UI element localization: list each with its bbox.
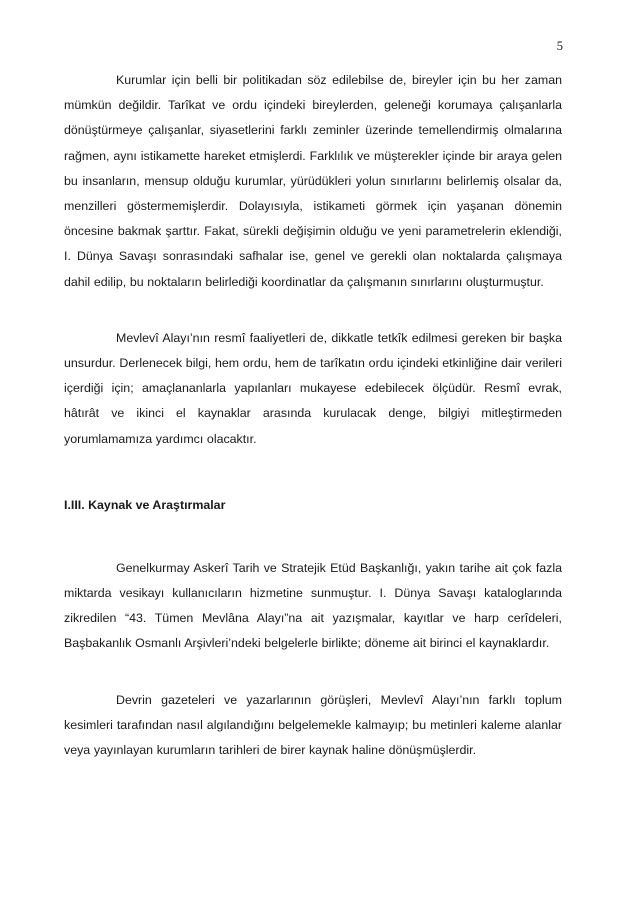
page-number: 5	[556, 39, 563, 53]
paragraph-mevlevi-alayi: Mevlevî Alayı’nın resmî faaliyetleri de, dikkatle tetkîk edilmesi gereken bir başka unsurdur. Derlenecek bilgi, hem ordu, hem de tarîkatın ordu içindeki etkinliğine dair verileri içerdiği için; amaçlananlarla yapılanları mukayese edebilecek ölçüdür. Resmî evrak, hâtırât ve ikinci el kaynaklar arasında kurulacak denge, bilgiyi mitleştirmeden yorumlamamıza yardımcı olacaktır.	[64, 330, 562, 446]
paragraph-genelkurmay: Genelkurmay Askerî Tarih ve Stratejik Etüd Başkanlığı, yakın tarihe ait çok fazla miktarda vesikayı kullanıcıların hizmetine sunmuştur. I. Dünya Savaşı kataloglarında zikredilen “43. Tümen Mevlâna Alayı”na ait yazışmalar, kayıtlar ve harp cerîdeleri, Başbakanlık Osmanlı Arşivleri’ndeki belgelerle birlikte; döneme ait birinci el kaynaklardır.	[64, 560, 562, 651]
section-heading: I.III. Kaynak ve Araştırmalar	[64, 497, 226, 512]
page-body	[64, 68, 562, 763]
paragraph-devrin-gazeteleri: Devrin gazeteleri ve yazarlarının görüşleri, Mevlevî Alayı’nın farklı toplum kesimleri tarafından nasıl algılandığını belgelemekle kalmayıp; bu metinleri kaleme alanlar veya yayınlayan kurumların tarihleri de birer kaynak haline dönüşmüşlerdir.	[64, 692, 562, 758]
paragraph-kurumlar: Kurumlar için belli bir politikadan söz edilebilse de, bireyler için bu her zaman mümkün değildir. Tarîkat ve ordu içindeki bireylerden, geleneği korumaya çalışanlarla dönüştürmeye çalışanlar, siyasetlerini farklı zeminler üzerinde temellendirmiş olmalarına rağmen, aynı istikamette hareket etmişlerdi. Farklılık ve müşterekler içinde bir araya gelen bu insanların, mensup olduğu kurumlar, yürüdükleri yolun sınırlarını belirlemiş olsalar da, menzilleri göstermemişlerdir. Dolayısıyla, istikameti görmek için yaşanan dönemin öncesine bakmak şarttır. Fakat, sürekli değişimin olduğu ve yeni parametrelerin eklendiği, I. Dünya Savaşı sonrasındaki safhalar ise, genel ve gerekli olan noktalarda çalışmaya dahil edilip, bu noktaların belirlediği koordinatlar da çalışmanın sınırlarını oluşturmuştur.	[64, 73, 562, 289]
